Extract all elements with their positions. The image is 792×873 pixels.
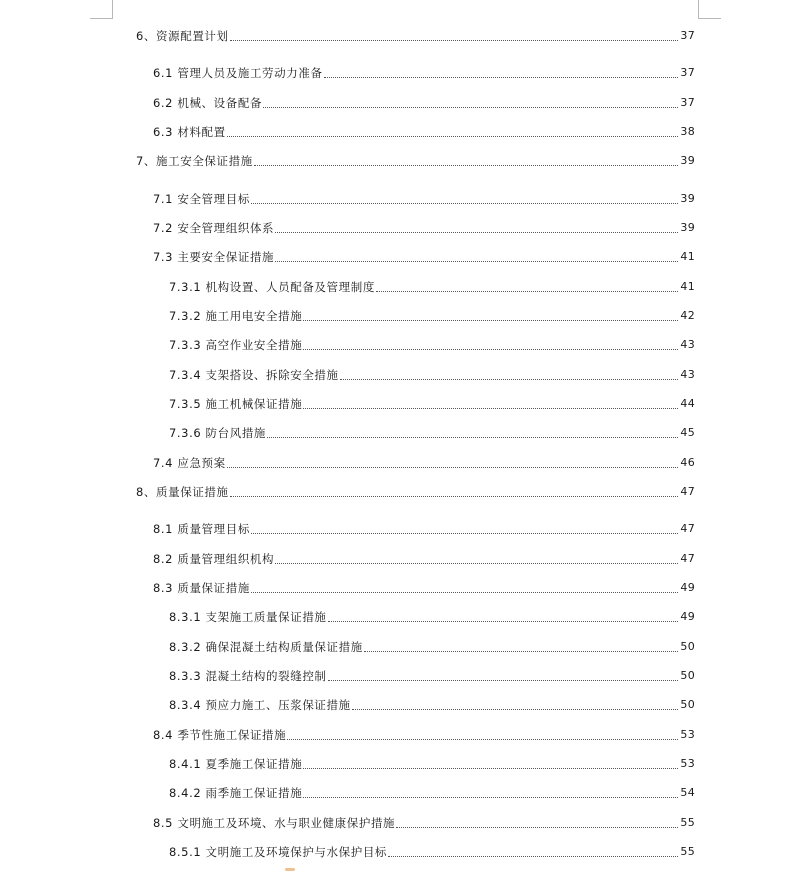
- toc-entry-title: 6.1 管理人员及施工劳动力准备: [153, 66, 323, 80]
- toc-entry-title: 8.3.2 确保混凝土结构质量保证措施: [169, 640, 363, 654]
- toc-entry-page: 47: [680, 552, 695, 565]
- toc-entry-title: 7.1 安全管理目标: [153, 192, 250, 206]
- toc-entry-page: 45: [680, 426, 695, 439]
- toc-entry[interactable]: [153, 455, 695, 471]
- toc-entry-title: 7.3.6 防台风措施: [169, 426, 267, 440]
- toc-entry-title: 8.4 季节性施工保证措施: [153, 728, 287, 742]
- toc-entry[interactable]: [169, 337, 695, 353]
- toc-leader: [303, 408, 678, 409]
- toc-entry-title: 7.3.1 机构设置、人员配备及管理制度: [169, 280, 375, 294]
- toc-entry[interactable]: [169, 396, 695, 412]
- page-corner-mark-right: [698, 0, 721, 19]
- toc-entry-page: 49: [680, 610, 695, 623]
- toc-entry[interactable]: [169, 697, 695, 713]
- toc-entry-page: 43: [680, 338, 695, 351]
- toc-entry-page: 39: [680, 154, 695, 167]
- toc-entry-title: 8.4.2 雨季施工保证措施: [169, 786, 303, 800]
- toc-entry-page: 37: [680, 96, 695, 109]
- toc-entry-page: 44: [680, 397, 695, 410]
- toc-entry-page: 37: [680, 29, 695, 42]
- toc-entry[interactable]: [169, 425, 695, 441]
- page-corner-mark-left: [90, 0, 113, 19]
- toc-entry-page: 54: [680, 786, 695, 799]
- toc-entry-title: 7.4 应急预案: [153, 456, 226, 470]
- toc-entry-page: 43: [680, 368, 695, 381]
- toc-entry-page: 39: [680, 221, 695, 234]
- toc-entry[interactable]: [153, 727, 695, 743]
- toc-entry-page: 53: [680, 757, 695, 770]
- toc-leader: [303, 320, 678, 321]
- toc-entry[interactable]: [153, 521, 695, 537]
- toc-leader: [251, 203, 678, 204]
- toc-entry-title: 8.5 文明施工及环境、水与职业健康保护措施: [153, 816, 396, 830]
- toc-entry[interactable]: [169, 639, 695, 655]
- toc-entry-title: 7.3.2 施工用电安全措施: [169, 309, 303, 323]
- toc-leader: [328, 621, 679, 622]
- toc-leader: [328, 680, 679, 681]
- toc-entry[interactable]: [169, 308, 695, 324]
- toc-entry-page: 37: [680, 66, 695, 79]
- toc-leader: [287, 739, 678, 740]
- toc-leader: [230, 496, 679, 497]
- toc-leader: [267, 437, 678, 438]
- toc-leader: [227, 136, 679, 137]
- toc-entry[interactable]: [136, 153, 695, 169]
- toc-entry-page: 55: [680, 845, 695, 858]
- toc-entry-page: 50: [680, 669, 695, 682]
- toc-entry[interactable]: [153, 249, 695, 265]
- toc-entry-page: 46: [680, 456, 695, 469]
- toc-entry[interactable]: [153, 95, 695, 111]
- toc-leader: [275, 261, 678, 262]
- toc-entry[interactable]: [153, 815, 695, 831]
- toc-leader: [303, 349, 678, 350]
- toc-entry-title: 8、质量保证措施: [136, 485, 229, 499]
- toc-leader: [396, 827, 678, 828]
- toc-entry[interactable]: [153, 551, 695, 567]
- toc-entry-title: 7.3.3 高空作业安全措施: [169, 338, 303, 352]
- toc-entry[interactable]: [169, 609, 695, 625]
- toc-entry[interactable]: [169, 756, 695, 772]
- toc-entry-page: 42: [680, 309, 695, 322]
- toc-entry-title: 7、施工安全保证措施: [136, 154, 253, 168]
- toc-leader: [230, 40, 679, 41]
- toc-entry-title: 8.2 质量管理组织机构: [153, 552, 275, 566]
- toc-leader: [275, 232, 678, 233]
- toc-leader: [251, 533, 678, 534]
- toc-leader: [275, 563, 678, 564]
- toc-entry-title: 6.2 机械、设备配备: [153, 96, 263, 110]
- toc-leader: [251, 592, 678, 593]
- toc-entry-title: 8.4.1 夏季施工保证措施: [169, 757, 303, 771]
- cursor-marker: [285, 868, 295, 871]
- toc-entry[interactable]: [169, 367, 695, 383]
- toc-entry[interactable]: [153, 191, 695, 207]
- toc-leader: [303, 797, 678, 798]
- toc-entry-page: 38: [680, 125, 695, 138]
- toc-entry[interactable]: [136, 28, 695, 44]
- toc-entry[interactable]: [169, 279, 695, 295]
- toc-entry-page: 55: [680, 816, 695, 829]
- toc-entry-title: 7.3 主要安全保证措施: [153, 250, 275, 264]
- toc-leader: [388, 856, 678, 857]
- toc-leader: [303, 768, 678, 769]
- toc-entry-title: 7.2 安全管理组织体系: [153, 221, 275, 235]
- toc-entry-title: 8.3.1 支架施工质量保证措施: [169, 610, 327, 624]
- toc-entry[interactable]: [153, 65, 695, 81]
- toc-entry[interactable]: [153, 580, 695, 596]
- toc-entry[interactable]: [169, 668, 695, 684]
- toc-leader: [324, 77, 679, 78]
- toc-leader: [364, 651, 679, 652]
- toc-entry-page: 50: [680, 698, 695, 711]
- toc-entry-title: 8.3 质量保证措施: [153, 581, 250, 595]
- toc-entry-page: 53: [680, 728, 695, 741]
- toc-entry-title: 6、资源配置计划: [136, 29, 229, 43]
- toc-entry[interactable]: [169, 785, 695, 801]
- toc-entry-title: 8.5.1 文明施工及环境保护与水保护目标: [169, 845, 388, 859]
- toc-leader: [263, 107, 678, 108]
- toc-entry[interactable]: [153, 220, 695, 236]
- toc-entry-page: 47: [680, 485, 695, 498]
- toc-leader: [376, 291, 678, 292]
- toc-leader: [352, 709, 679, 710]
- toc-entry[interactable]: [153, 124, 695, 140]
- toc-entry-page: 39: [680, 192, 695, 205]
- toc-entry-title: 8.1 质量管理目标: [153, 522, 250, 536]
- toc-entry-page: 50: [680, 640, 695, 653]
- toc-leader: [227, 467, 679, 468]
- toc-entry-title: 8.3.4 预应力施工、压浆保证措施: [169, 698, 351, 712]
- toc-entry-title: 8.3.3 混凝土结构的裂缝控制: [169, 669, 327, 683]
- toc-entry-title: 7.3.4 支架搭设、拆除安全措施: [169, 368, 339, 382]
- toc-leader: [254, 165, 679, 166]
- toc-entry-page: 41: [680, 280, 695, 293]
- toc-entry-page: 47: [680, 522, 695, 535]
- toc-entry[interactable]: [136, 484, 695, 500]
- toc-entry-title: 6.3 材料配置: [153, 125, 226, 139]
- toc-entry-title: 7.3.5 施工机械保证措施: [169, 397, 303, 411]
- toc-entry[interactable]: [169, 844, 695, 860]
- toc-entry-page: 49: [680, 581, 695, 594]
- toc-leader: [340, 379, 679, 380]
- toc-entry-page: 41: [680, 250, 695, 263]
